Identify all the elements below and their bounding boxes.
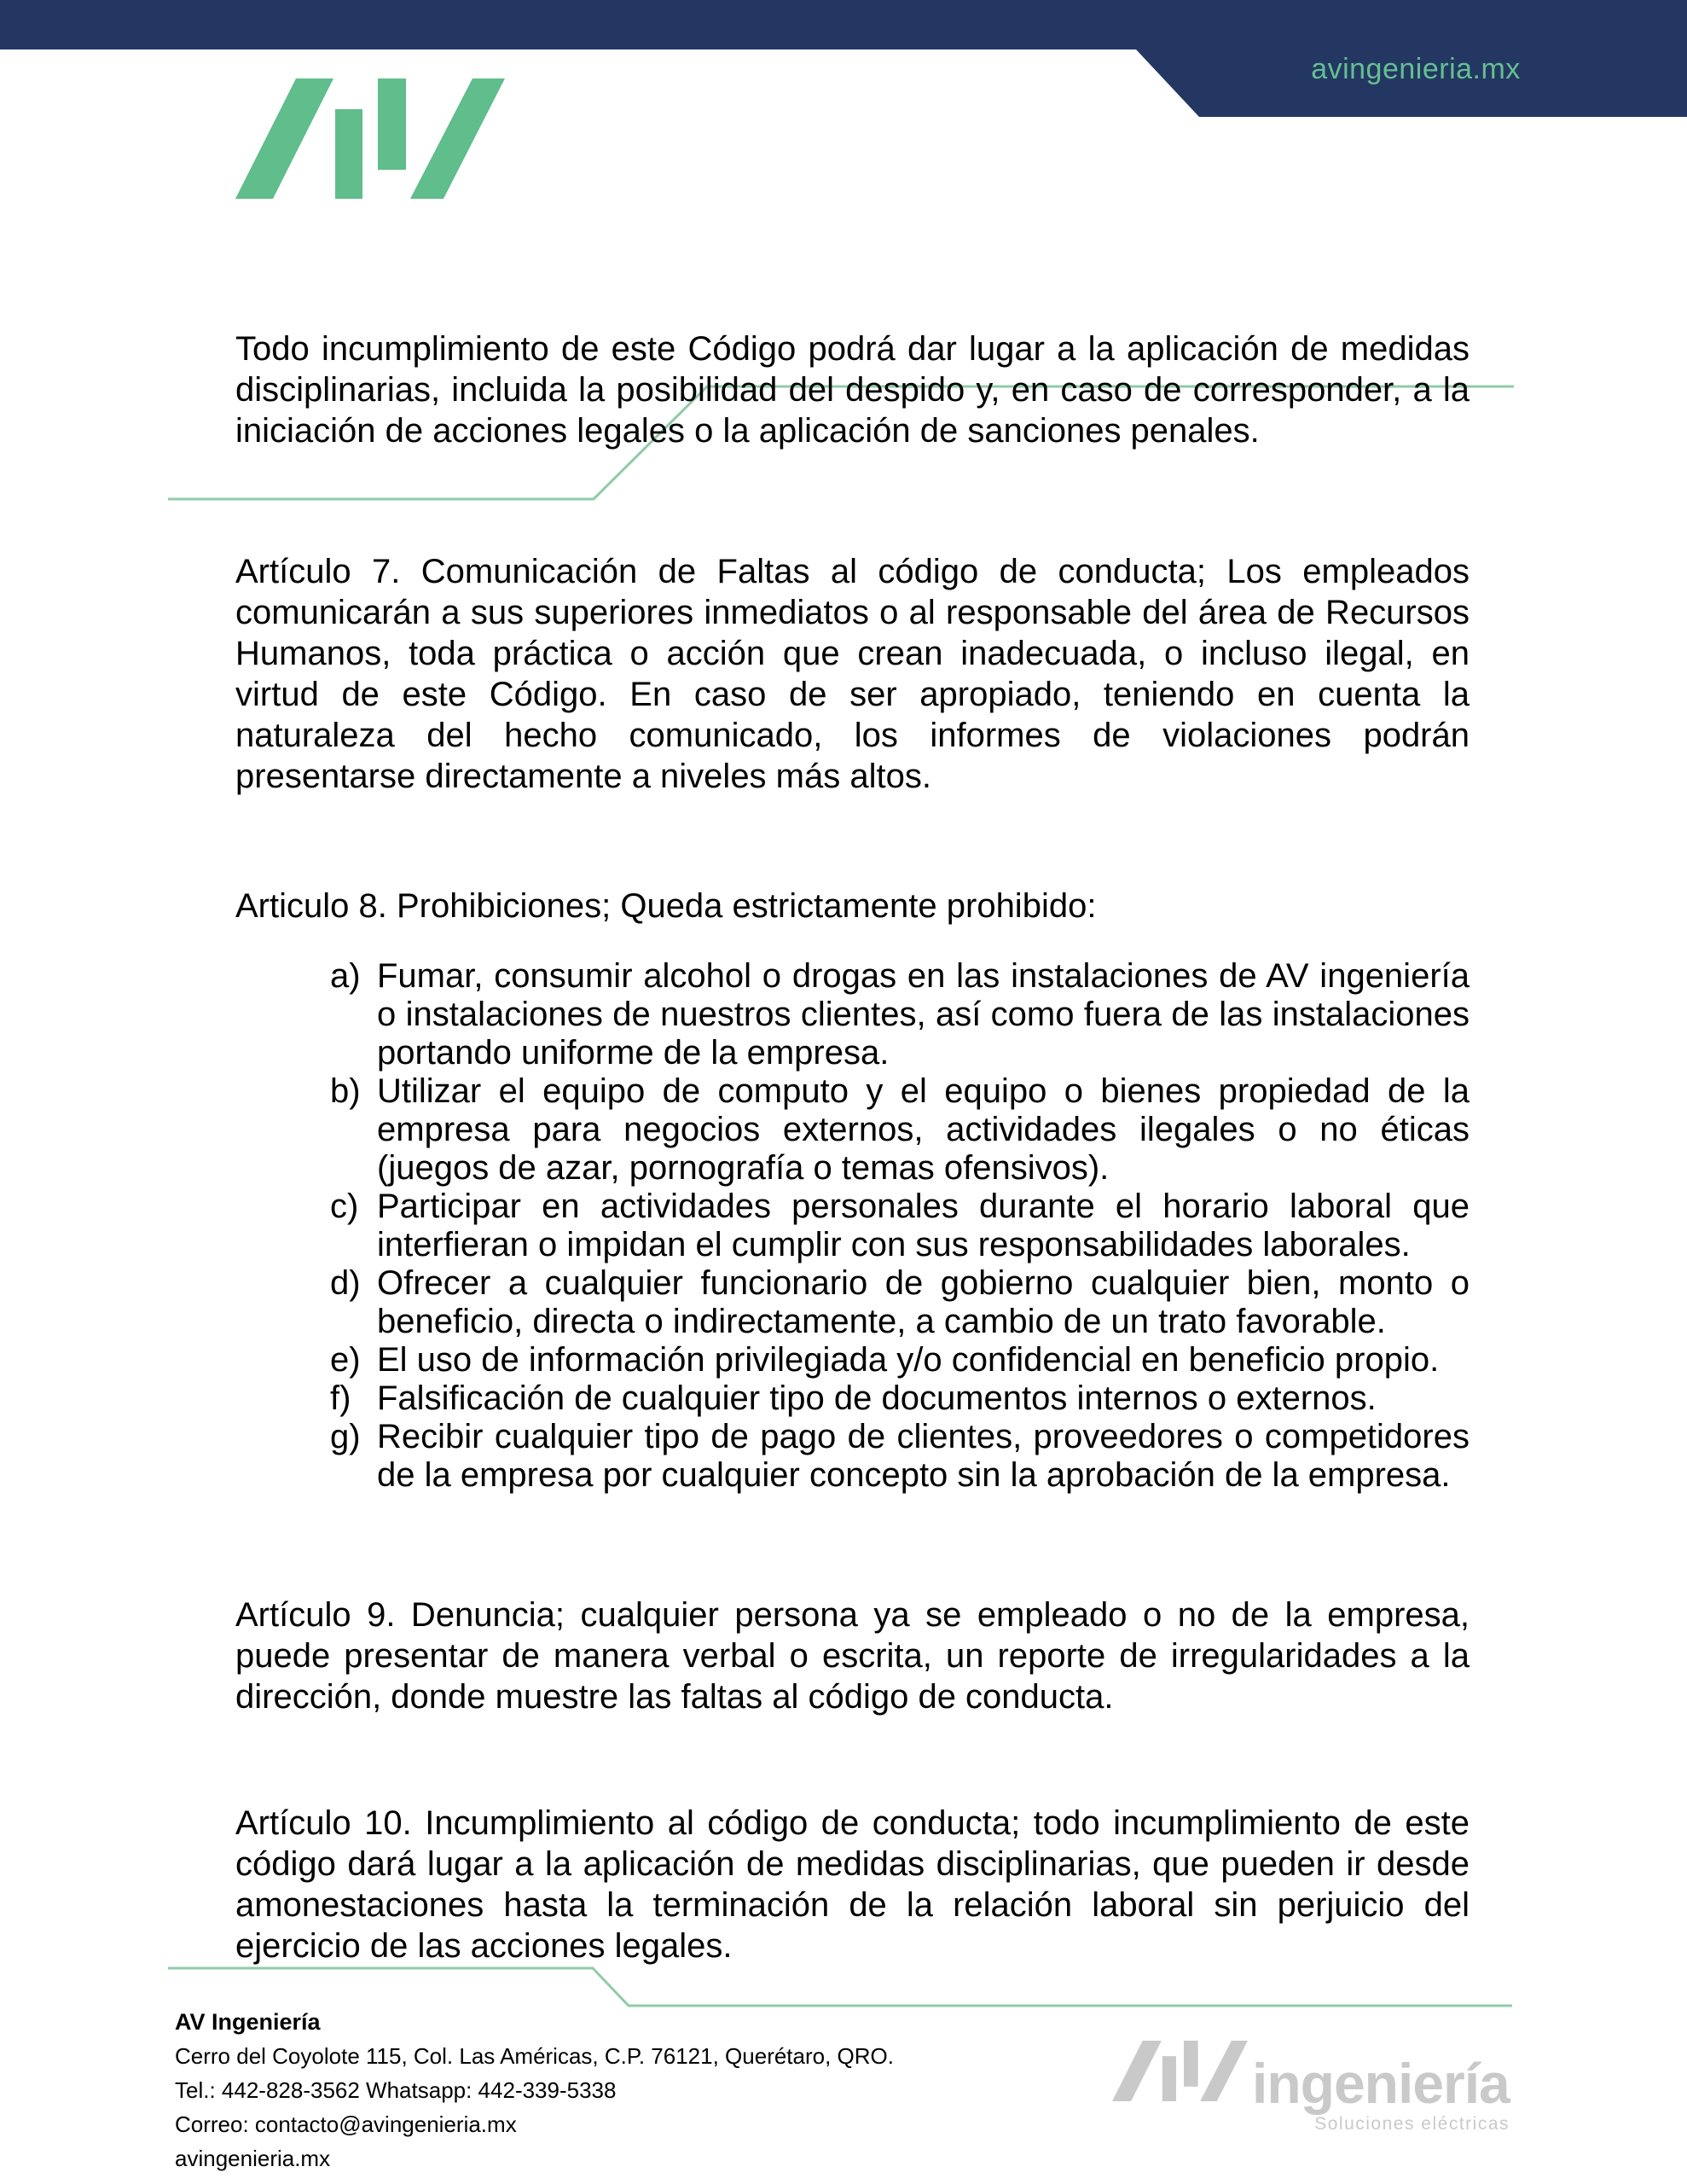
header-website-label: avingenieria.mx	[1311, 53, 1521, 85]
list-item-a	[330, 957, 1470, 1072]
list-marker: d)	[330, 1264, 361, 1302]
list-text: Recibir cualquier tipo de pago de clientes, proveedores o competidores de la empresa por cualquier concepto sin la aprobación de la empresa.	[377, 1418, 1470, 1494]
list-marker: e)	[330, 1341, 361, 1379]
list-marker: g)	[330, 1418, 361, 1455]
list-text: Fumar, consumir alcohol o drogas en las instalaciones de AV ingeniería o instalaciones de nuestros clientes, así como fuera de las instalaciones portando uniforme de la empresa.	[377, 957, 1470, 1072]
list-text: Ofrecer a cualquier funcionario de gobierno cualquier bien, monto o beneficio, directa o indirectamente, a cambio de un trato favorable.	[377, 1264, 1470, 1340]
paragraph-articulo-10: Artículo 10. Incumplimiento al código de conducta; todo incumplimiento de este código dará lugar a la aplicación de medidas disciplinarias, que pueden ir desde amonestaciones hasta la terminación de la relación laboral sin perjuicio del ejercicio de las acciones legales.	[235, 1804, 1470, 1965]
list-text: Participar en actividades personales durante el horario laboral que interfieran o impidan el cumplir con sus responsabilidades laborales.	[377, 1188, 1470, 1263]
prohibitions-list	[330, 957, 1470, 1495]
footer-company-name: AV Ingeniería	[175, 2009, 321, 2035]
paragraph-articulo-9: Artículo 9. Denuncia; cualquier persona ya se empleado o no de la empresa, puede presentar de manera verbal o escrita, un reporte de irregularidades a la dirección, donde muestre las faltas al código de conducta.	[235, 1596, 1470, 1716]
footer-phone: Tel.: 442-828-3562 Whatsapp: 442-339-5338	[175, 2077, 617, 2103]
list-marker: a)	[330, 957, 361, 995]
list-item-g	[330, 1418, 1470, 1495]
list-text: El uso de información privilegiada y/o confidencial en beneficio propio.	[377, 1341, 1440, 1379]
footer-email: Correo: contacto@avingenieria.mx	[175, 2111, 517, 2137]
list-marker: f)	[330, 1380, 351, 1417]
footer-logo-tagline: Soluciones eléctricas	[1314, 2114, 1510, 2134]
list-text: Utilizar el equipo de computo y el equipo o bienes propiedad de la empresa para negocios externos, actividades ilegales o no éticas (juegos de azar, pornografía o temas ofensivos).	[377, 1072, 1470, 1187]
list-item-c	[330, 1188, 1470, 1264]
list-item-d	[330, 1264, 1470, 1341]
heading-articulo-8: Articulo 8. Prohibiciones; Queda estrictamente prohibido:	[235, 887, 1097, 925]
list-item-e	[330, 1341, 1470, 1380]
footer-contact-block	[175, 2005, 942, 2175]
list-marker: c)	[330, 1188, 359, 1225]
list-item-f	[330, 1380, 1470, 1418]
footer-website: avingenieria.mx	[175, 2146, 331, 2171]
list-item-b	[330, 1072, 1470, 1188]
list-text: Falsificación de cualquier tipo de documentos internos o externos.	[377, 1380, 1377, 1417]
list-marker: b)	[330, 1072, 361, 1110]
paragraph-incumplimiento: Todo incumplimiento de este Código podrá dar lugar a la aplicación de medidas disciplinarias, incluida la posibilidad del despido y, en caso de corresponder, a la iniciación de acciones legales o la aplicación de sanciones penales.	[235, 330, 1470, 450]
footer-address: Cerro del Coyolote 115, Col. Las Américas, C.P. 76121, Querétaro, QRO.	[175, 2043, 895, 2069]
av-logo-footer-icon	[1112, 2041, 1248, 2101]
footer-logo-wordmark: ingeniería	[1252, 2052, 1510, 2115]
paragraph-articulo-7: Artículo 7. Comunicación de Faltas al código de conducta; Los empleados comunicarán a sus superiores inmediatos o al responsable del área de Recursos Humanos, toda práctica o acción que crean inadecuada, o incluso ilegal, en virtud de este Código. En caso de ser apropiado, teniendo en cuenta la naturaleza del hecho comunicado, los informes de violaciones podrán presentarse directamente a niveles más altos.	[235, 553, 1470, 795]
